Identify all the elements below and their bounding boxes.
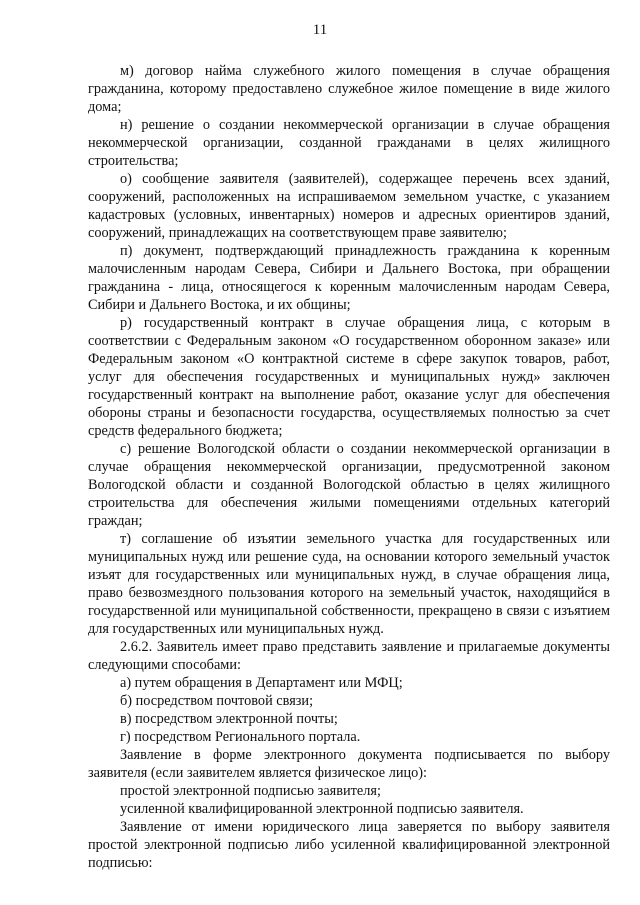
list-item-qualified-signature: усиленной квалифицированной электронной подписью заявителя. bbox=[120, 801, 524, 817]
paragraph-p: п) документ, подтверждающий принадлежность гражданина к коренным малочисленным народам Севера, Сибири и Дальнего Востока, при обращении гражданина - лица, относящегося к коренным малочисленным народам Севера, Сибири и Дальнего Востока, и их общины; bbox=[88, 243, 610, 313]
paragraph-t: т) соглашение об изъятии земельного участка для государственных или муниципальных нужд или решение суда, на основании которого земельный участок изъят для государственных или муниципальных нужд, в случае обращения лица, право безвозмездного пользования которого на земельный участок, находящийся в государственной или муниципальной собственности, прекращено в связи с изъятием для государственных или муниципальных нужд. bbox=[88, 531, 610, 637]
paragraph-legal-entity: Заявление от имени юридического лица заверяется по выбору заявителя простой электронной подписью либо усиленной квалифицированной электронной подписью: bbox=[88, 819, 610, 871]
paragraph-o: о) сообщение заявителя (заявителей), содержащее перечень всех зданий, сооружений, расположенных на испрашиваемом земельном участке, с указанием кадастровых (условных, инвентарных) номеров и адресных ориентиров зданий, сооружений, принадлежащих на соответствующем праве заявителю; bbox=[88, 171, 610, 241]
paragraph-electronic-signature: Заявление в форме электронного документа подписывается по выбору заявителя (если заявителем является физическое лицо): bbox=[88, 747, 610, 781]
paragraph-s: с) решение Вологодской области о создании некоммерческой организации в случае обращения некоммерческой организации, предусмотренной законом Вологодской области и созданной Вологодской областью в целях жилищного строительства для обеспечения жилыми помещениями отдельных категорий граждан; bbox=[88, 441, 610, 529]
list-item-a: а) путем обращения в Департамент или МФЦ; bbox=[120, 675, 403, 691]
paragraph-2-6-2: 2.6.2. Заявитель имеет право представить заявление и прилагаемые документы следующими способами: bbox=[88, 639, 610, 673]
list-item-b: б) посредством почтовой связи; bbox=[120, 693, 314, 709]
page-number: 11 bbox=[312, 22, 328, 38]
paragraph-r: р) государственный контракт в случае обращения лица, с которым в соответствии с Федеральным законом «О государственном оборонном заказе» или Федеральным законом «О контрактной системе в сфере закупок товаров, работ, услуг для обеспечения государственных и муниципальных нужд» заключен государственный контракт на выполнение работ, оказание услуг для обеспечения обороны страны и безопасности государства, осуществляемых полностью за счет средств федерального бюджета; bbox=[88, 315, 610, 439]
list-item-g: г) посредством Регионального портала. bbox=[120, 729, 361, 745]
document-body bbox=[88, 62, 610, 872]
list-item-simple-signature: простой электронной подписью заявителя; bbox=[120, 783, 381, 799]
list-item-v: в) посредством электронной почты; bbox=[120, 711, 338, 727]
paragraph-m: м) договор найма служебного жилого помещения в случае обращения гражданина, которому предоставлено служебное жилое помещение в виде жилого дома; bbox=[88, 63, 610, 115]
paragraph-n: н) решение о создании некоммерческой организации в случае обращения некоммерческой организации, созданной гражданами в целях жилищного строительства; bbox=[88, 117, 610, 169]
